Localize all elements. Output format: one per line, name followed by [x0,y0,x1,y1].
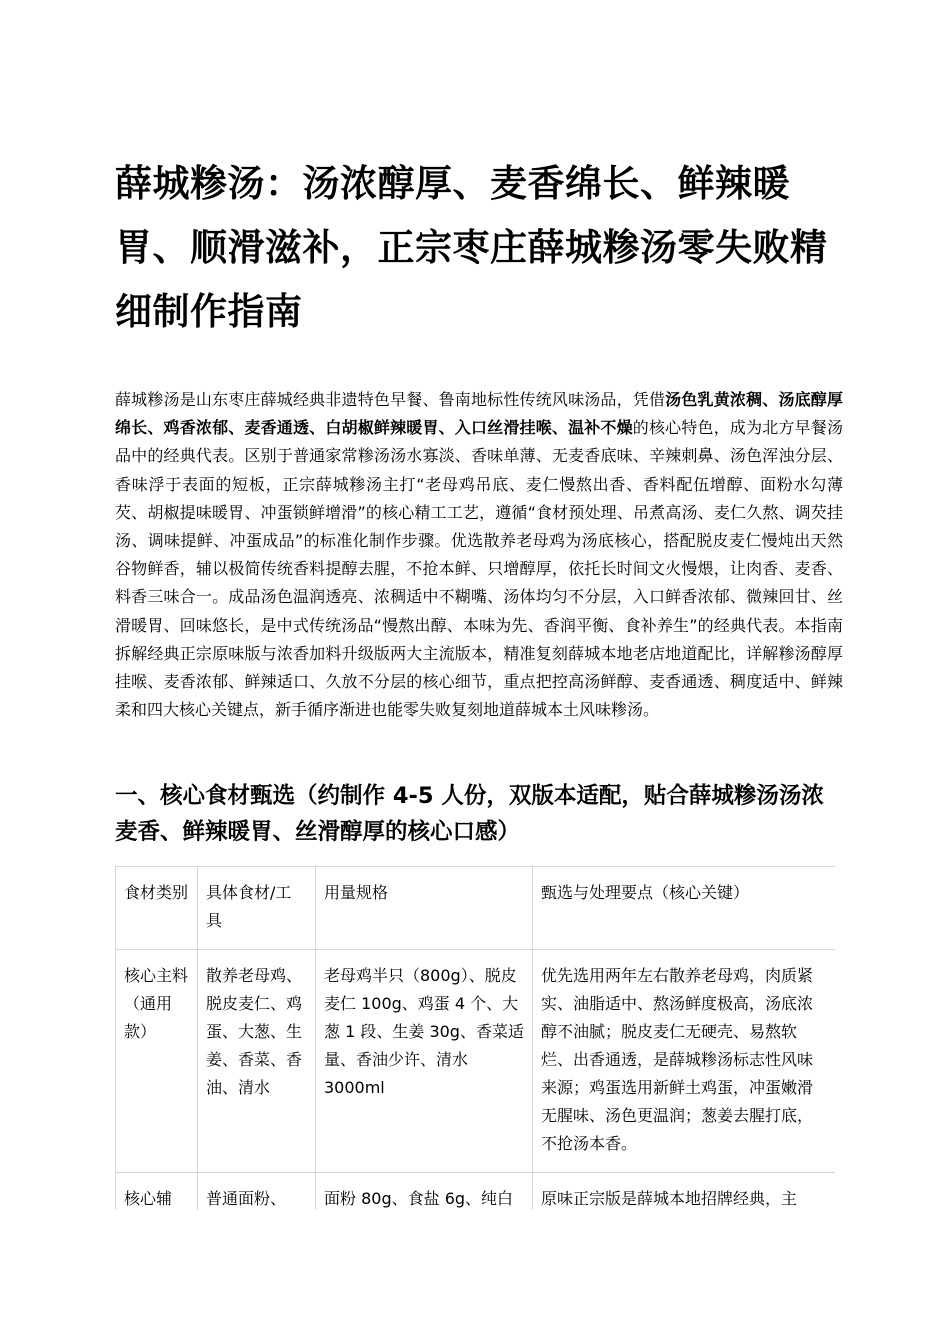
table-cell-category: 核心辅 [116,1173,198,1211]
table-header-cell: 食材类别 [116,867,198,950]
table-row [116,950,836,1173]
table-cell-amount: 老母鸡半只（800g）、脱皮麦仁 100g、鸡蛋 4 个、大葱 1 段、生姜 30g、香菜适量、香油少许、清水 3000ml [316,950,533,1173]
table-cell-notes: 原味正宗版是薛城本地招牌经典，主 [533,1173,836,1211]
table-cell-notes: 优先选用两年左右散养老母鸡，肉质紧实、油脂适中、熬汤鲜度极高，汤底浓醇不油腻；脱皮麦仁无硬壳、易熬软烂、出香通透，是薛城糁汤标志性风味来源；鸡蛋选用新鲜土鸡蛋，冲蛋嫩滑无腥味、汤色更温润；葱姜去腥打底，不抢汤本香。 [533,950,836,1173]
table-header-row [116,867,836,950]
table-row [116,1173,836,1211]
intro-text: 薛城糁汤是山东枣庄薛城经典非遗特色早餐、鲁南地标性传统风味汤品，凭借 [115,390,666,409]
ingredients-table-container [115,866,835,1210]
intro-highlight: 汤色乳黄浓稠、汤底醇厚绵长、鸡香浓郁、麦香通透、白胡椒鲜辣暖胃、入口丝滑挂喉、温补不燥 [115,390,843,438]
table-header-cell: 用量规格 [316,867,533,950]
table-header-cell: 具体食材/工具 [198,867,316,950]
section-heading-ingredients: 一、核心食材甄选（约制作 4-5 人份，双版本适配，贴合薛城糁汤汤浓麦香、鲜辣暖胃、丝滑醇厚的核心口感） [115,783,824,845]
intro-paragraph [115,386,843,724]
ingredients-table [115,866,835,1210]
table-header-cell: 甄选与处理要点（核心关键） [533,867,836,950]
document-title: 薛城糁汤：汤浓醇厚、麦香绵长、鲜辣暖胃、顺滑滋补，正宗枣庄薛城糁汤零失败精细制作指南 [115,162,828,333]
intro-text: 的核心特色，成为北方早餐汤品中的经典代表。区别于普通家常糁汤汤水寡淡、香味单薄、无麦香底味、辛辣刺鼻、汤色浑浊分层、香味浮于表面的短板，正宗薛城糁汤主打“老母鸡吊底、麦仁慢熬出香、香料配伍增醇、面粉水勾薄芡、胡椒提味暖胃、冲蛋锁鲜增滑”的核心精工工艺，遵循“食材预处理、吊煮高汤、麦仁久熬、调芡挂汤、调味提鲜、冲蛋成品”的标准化制作步骤。优选散养老母鸡为汤底核心，搭配脱皮麦仁慢炖出天然谷物鲜香，辅以极简传统香料提醇去腥，不抢本鲜、只增醇厚，依托长时间文火慢煨，让肉香、麦香、料香三味合一。成品汤色温润透亮、浓稠适中不糊嘴、汤体均匀不分层，入口鲜香浓郁、微辣回甘、丝滑暖胃、回味悠长，是中式传统汤品“慢熬出醇、本味为先、香润平衡、食补养生”的经典代表。本指南拆解经典正宗原味版与浓香加料升级版两大主流版本，精准复刻薛城本地老店地道配比，详解糁汤醇厚挂喉、麦香浓郁、鲜辣适口、久放不分层的核心细节，重点把控高汤鲜醇、麦香通透、稠度适中、鲜辣柔和四大核心关键点，新手循序渐进也能零失败复刻地道薛城本土风味糁汤。 [115,418,843,720]
table-cell-items: 散养老母鸡、脱皮麦仁、鸡蛋、大葱、生姜、香菜、香油、清水 [198,950,316,1173]
table-cell-items: 普通面粉、 [198,1173,316,1211]
table-cell-amount: 面粉 80g、食盐 6g、纯白 [316,1173,533,1211]
table-cell-category: 核心主料（通用款） [116,950,198,1173]
